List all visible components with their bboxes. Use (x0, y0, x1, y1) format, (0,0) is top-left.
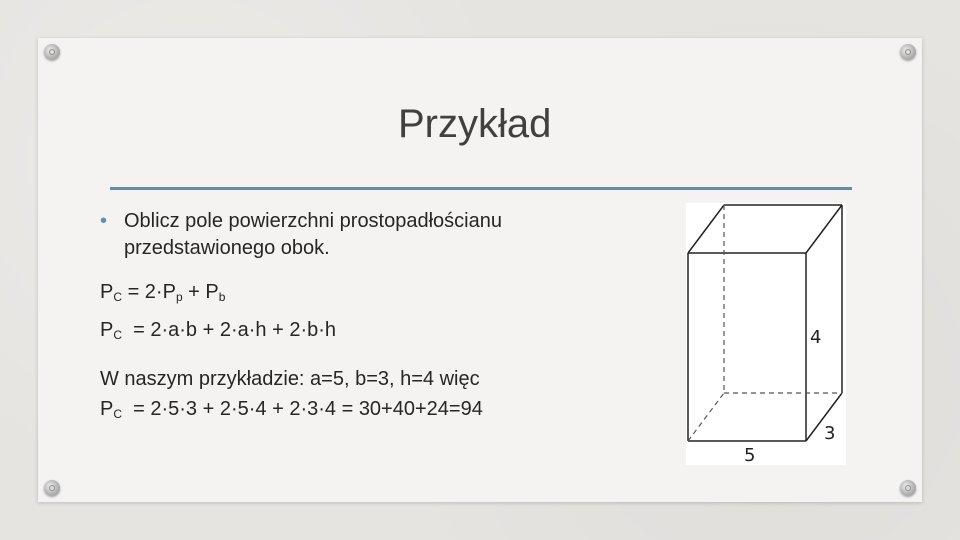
formula-expanded-part: P (100, 319, 114, 341)
top-left-depth-edge (688, 205, 724, 253)
bullet-line-2: przedstawionego obok. (124, 237, 330, 259)
bullet-item (100, 208, 620, 262)
formula-general-part: = 2·P (122, 281, 176, 303)
formula-result-subscript: C (113, 407, 123, 421)
formula-general-part: P (100, 281, 114, 303)
formula-general (100, 281, 225, 304)
cuboid-figure (686, 203, 846, 465)
bullet-text (124, 208, 620, 262)
height-label: 4 (810, 327, 822, 348)
top-right-depth-edge (806, 205, 842, 253)
formula-general-part: + P (182, 281, 219, 303)
formula-expanded-subscript: C (113, 328, 123, 342)
formula-general-subscript: b (218, 290, 226, 304)
formula-expanded (100, 319, 336, 342)
formula-result (100, 398, 483, 421)
formula-general-subscript: C (113, 290, 123, 304)
title-underline (110, 187, 852, 190)
formula-expanded-part: = 2·a·b + 2·a·h + 2·b·h (122, 319, 337, 341)
cuboid-drawing (686, 203, 846, 465)
bullet-dot-icon: • (100, 210, 108, 232)
width-label: 5 (744, 445, 756, 465)
example-statement: W naszym przykładzie: a=5, b=3, h=4 więc (100, 368, 480, 390)
top-left-rivet-icon (44, 44, 60, 60)
formula-result-part: = 2·5·3 + 2·5·4 + 2·3·4 = 30+40+24=94 (122, 398, 483, 420)
formula-general-subscript: p (175, 290, 183, 304)
bottom-right-rivet-icon (900, 480, 916, 496)
bullet-line-1: Oblicz pole powierzchni prostopadłościanu (124, 210, 502, 232)
depth-label: 3 (824, 423, 836, 444)
slide-title: Przykład (398, 102, 552, 146)
formula-result-part: P (100, 398, 114, 420)
hidden-depth-edge (688, 393, 724, 441)
bottom-left-rivet-icon (44, 480, 60, 496)
top-right-rivet-icon (900, 44, 916, 60)
